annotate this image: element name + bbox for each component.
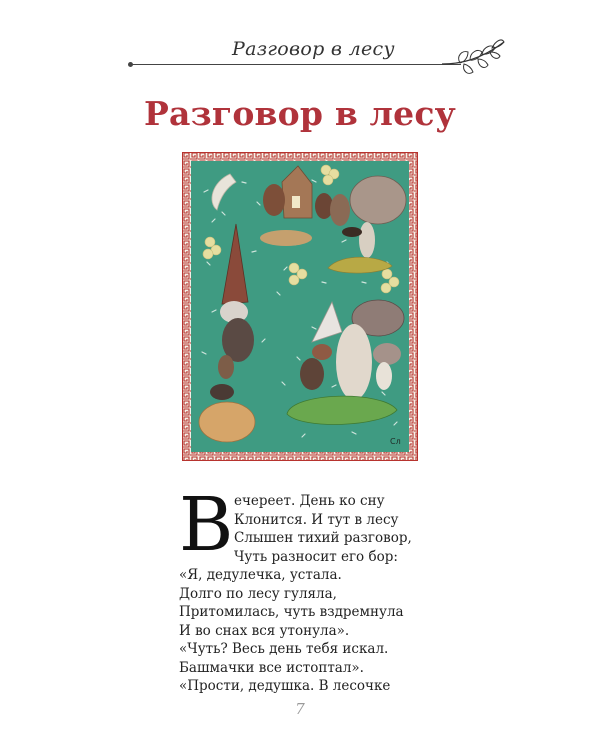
page-number: 7 bbox=[295, 700, 305, 718]
poem-line: Чуть разносит его бор: bbox=[234, 549, 398, 565]
poem-line: Притомилась, чуть вздремнула bbox=[179, 604, 404, 620]
mushroom-pebble bbox=[350, 176, 406, 224]
branch-icon bbox=[440, 34, 508, 78]
poem-dropcap: В bbox=[179, 482, 234, 568]
poem-line: ечереет. День ко сну bbox=[234, 493, 385, 509]
poem-line: Слышен тихий разговор, bbox=[234, 530, 412, 546]
poem-line: Долго по лесу гуляла, bbox=[179, 586, 337, 602]
poem-line: Клонится. И тут в лесу bbox=[234, 512, 399, 528]
header-rule bbox=[131, 64, 461, 65]
poem-line: «Чуть? Весь день тебя искал. bbox=[179, 641, 389, 657]
poem-line: Башмачки все истоптал». bbox=[179, 660, 364, 676]
pebble-art-illustration bbox=[182, 152, 418, 461]
running-header-title: Разговор в лесу bbox=[232, 38, 395, 60]
artist-signature: Сл bbox=[390, 437, 401, 446]
poem-line: И во снах вся утонула». bbox=[179, 623, 350, 639]
poem-line: «Прости, дедушка. В лесочке bbox=[179, 678, 391, 694]
poem-line: «Я, дедулечка, устала. bbox=[179, 567, 342, 583]
chapter-title: Разговор в лесу bbox=[144, 94, 456, 133]
